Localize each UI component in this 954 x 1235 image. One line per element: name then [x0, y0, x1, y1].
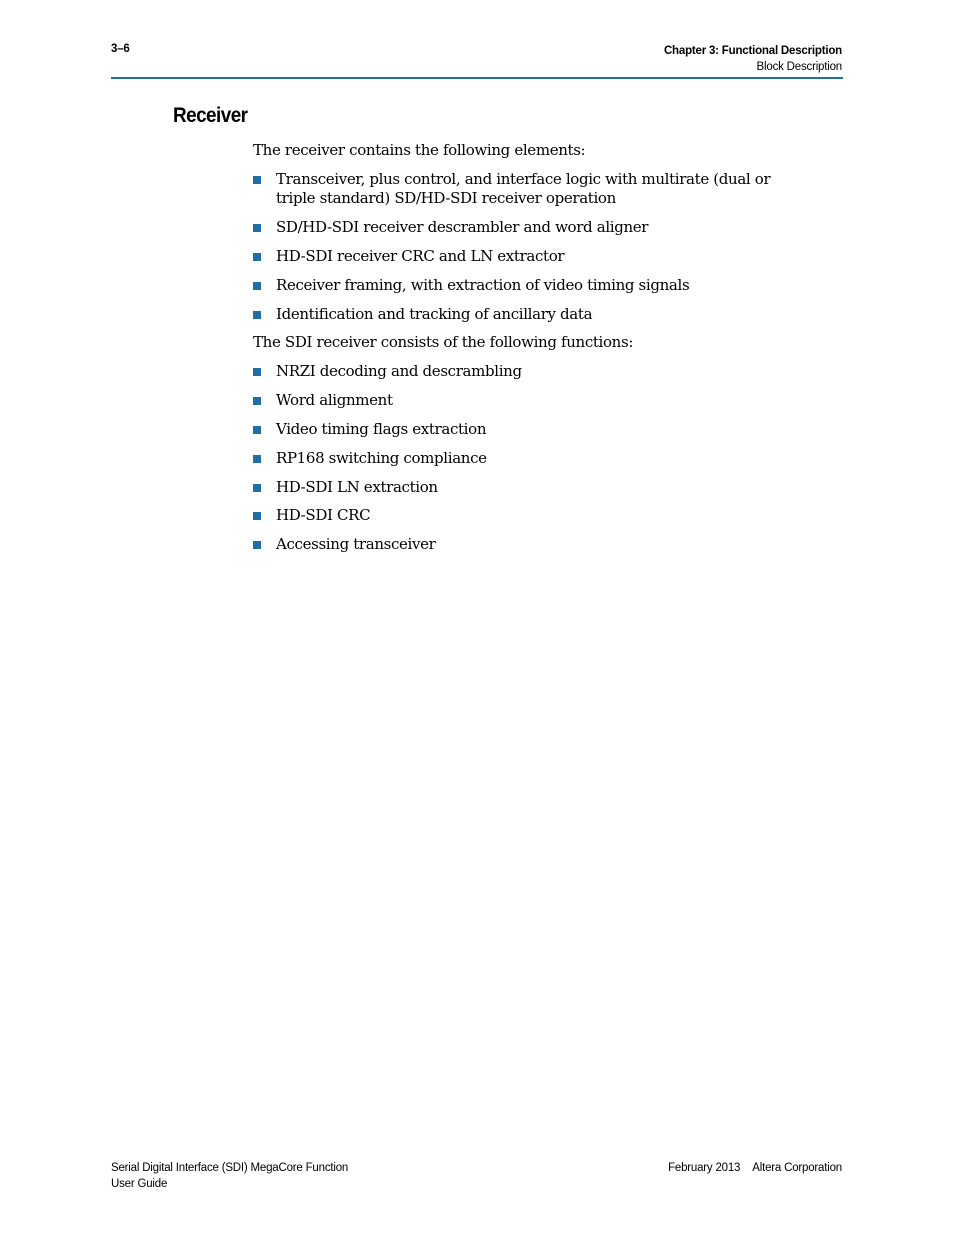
square-bullet-icon	[253, 282, 261, 290]
square-bullet-icon	[253, 368, 261, 376]
list-item-text: HD-SDI receiver CRC and LN extractor	[276, 247, 565, 265]
square-bullet-icon	[253, 311, 261, 319]
footer-date: February 2013	[668, 1162, 741, 1174]
list-item-text: Transceiver, plus control, and interface logic with multirate (dual or triple standard) SD/HD-SDI receiver operation	[276, 170, 771, 207]
list-item-text: Accessing transceiver	[276, 535, 436, 553]
running-header	[664, 43, 842, 75]
square-bullet-icon	[253, 512, 261, 520]
list-item-text: HD-SDI CRC	[276, 506, 371, 524]
list-item-text: Video timing flags extraction	[276, 420, 487, 438]
square-bullet-icon	[253, 224, 261, 232]
intro-functions: The SDI receiver consists of the following functions:	[253, 333, 634, 351]
square-bullet-icon	[253, 426, 261, 434]
square-bullet-icon	[253, 176, 261, 184]
list-item-text: RP168 switching compliance	[276, 449, 487, 467]
list-item	[253, 478, 813, 497]
page-number: 3–6	[111, 43, 130, 55]
footer-company: Altera Corporation	[752, 1162, 842, 1174]
list-item-text: Identification and tracking of ancillary data	[276, 305, 593, 323]
list-item-text: HD-SDI LN extraction	[276, 478, 438, 496]
list-item	[253, 506, 813, 525]
list-item-text: Receiver framing, with extraction of video timing signals	[276, 276, 690, 294]
square-bullet-icon	[253, 484, 261, 492]
square-bullet-icon	[253, 455, 261, 463]
list-item-text: Word alignment	[276, 391, 393, 409]
list-item	[253, 362, 813, 381]
list-item	[253, 449, 813, 468]
square-bullet-icon	[253, 397, 261, 405]
footer-doc-subtitle: User Guide	[111, 1178, 168, 1190]
intro-elements: The receiver contains the following elements:	[253, 141, 586, 159]
square-bullet-icon	[253, 541, 261, 549]
list-item-text: NRZI decoding and descrambling	[276, 362, 522, 380]
list-item-text: SD/HD-SDI receiver descrambler and word aligner	[276, 218, 649, 236]
list-item	[253, 218, 813, 237]
section-name: Block Description	[756, 61, 842, 73]
section-title: Receiver	[173, 104, 248, 127]
chapter-title: Chapter 3: Functional Description	[663, 45, 842, 57]
footer-document-title	[111, 1160, 348, 1192]
footer-doc-title: Serial Digital Interface (SDI) MegaCore Function	[111, 1162, 349, 1174]
list-item	[253, 535, 813, 554]
list-item	[253, 305, 813, 324]
list-item	[253, 247, 813, 266]
square-bullet-icon	[253, 253, 261, 261]
list-item	[253, 391, 813, 410]
header-divider	[111, 77, 843, 79]
list-item	[253, 276, 813, 295]
footer-publication-info	[668, 1160, 842, 1176]
list-item	[253, 170, 813, 208]
list-item	[253, 420, 813, 439]
